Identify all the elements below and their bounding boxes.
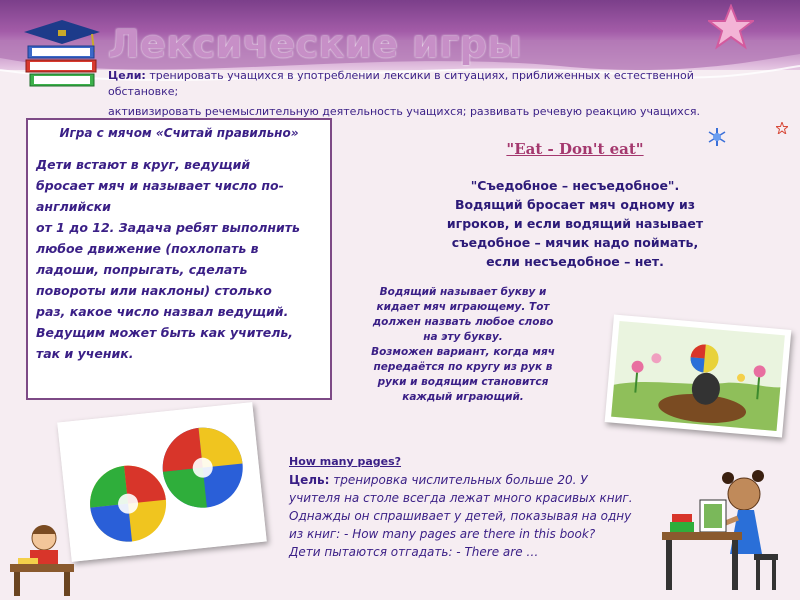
goals-text-1: тренировать учащихся в употреблении лексики в ситуациях, приближенных к естественной обстановке; (108, 69, 694, 98)
game-pages-closing: Дети пытаются отгадать: - There are … (289, 545, 539, 559)
goals-line-1 (108, 68, 748, 100)
goals (108, 68, 748, 124)
girl-desk-illustration (658, 466, 784, 594)
game-ball-count-title: Игра с мячом «Считай правильно» (59, 126, 299, 140)
mole-picture (605, 314, 792, 437)
game-eat-block (440, 140, 710, 271)
game-pages-text: тренировка числительных больше 20. У учителя на столе всегда лежат много красивых книг. Однажды он спрашивает у детей, показывая на одну из книг: - How many pages are there in this book? (289, 473, 633, 541)
game-pages-block (289, 453, 639, 561)
star-icon (708, 4, 754, 50)
books-icon (22, 18, 102, 90)
goals-line-2: активизировать речемыслительную деятельность учащихся; развивать речевую реакцию учащихся. (108, 105, 700, 118)
game-ball-count-box (26, 118, 332, 400)
game-letter-text: Водящий называет букву и кидает мяч играющему. Тот должен назвать любое слово на эту букву. Возможен вариант, когда мяч передаётся по кругу из рук в руки и водящим становится каждый играющий. (371, 286, 555, 403)
small-star-icon (776, 122, 788, 134)
kid-desk-illustration (6, 520, 78, 598)
game-pages-body (289, 471, 639, 543)
page-title: Лексические игры (108, 22, 523, 66)
game-ball-count-text: Дети встают в круг, ведущий бросает мяч и называет число по-английски от 1 до 12. Задача ребят выполнить любое движение (похлопать в ладоши, попрыгать, сделать повороты или наклоны) столько раз, какое число назвал ведущий. Ведущим может быть как учитель, так и ученик. (36, 157, 300, 361)
game-eat-title: "Eat - Don't eat" (506, 140, 644, 158)
goals-label: Цели: (108, 69, 146, 82)
game-pages-goal-label: Цель: (289, 473, 330, 487)
game-eat-text: "Съедобное – несъедобное". Водящий бросает мяч одному из игроков, и если водящий называет съедобное – мячик надо поймать, если несъедобное – нет. (446, 178, 704, 269)
game-pages-title: How many pages? (289, 455, 402, 468)
balls-photo (57, 402, 267, 562)
